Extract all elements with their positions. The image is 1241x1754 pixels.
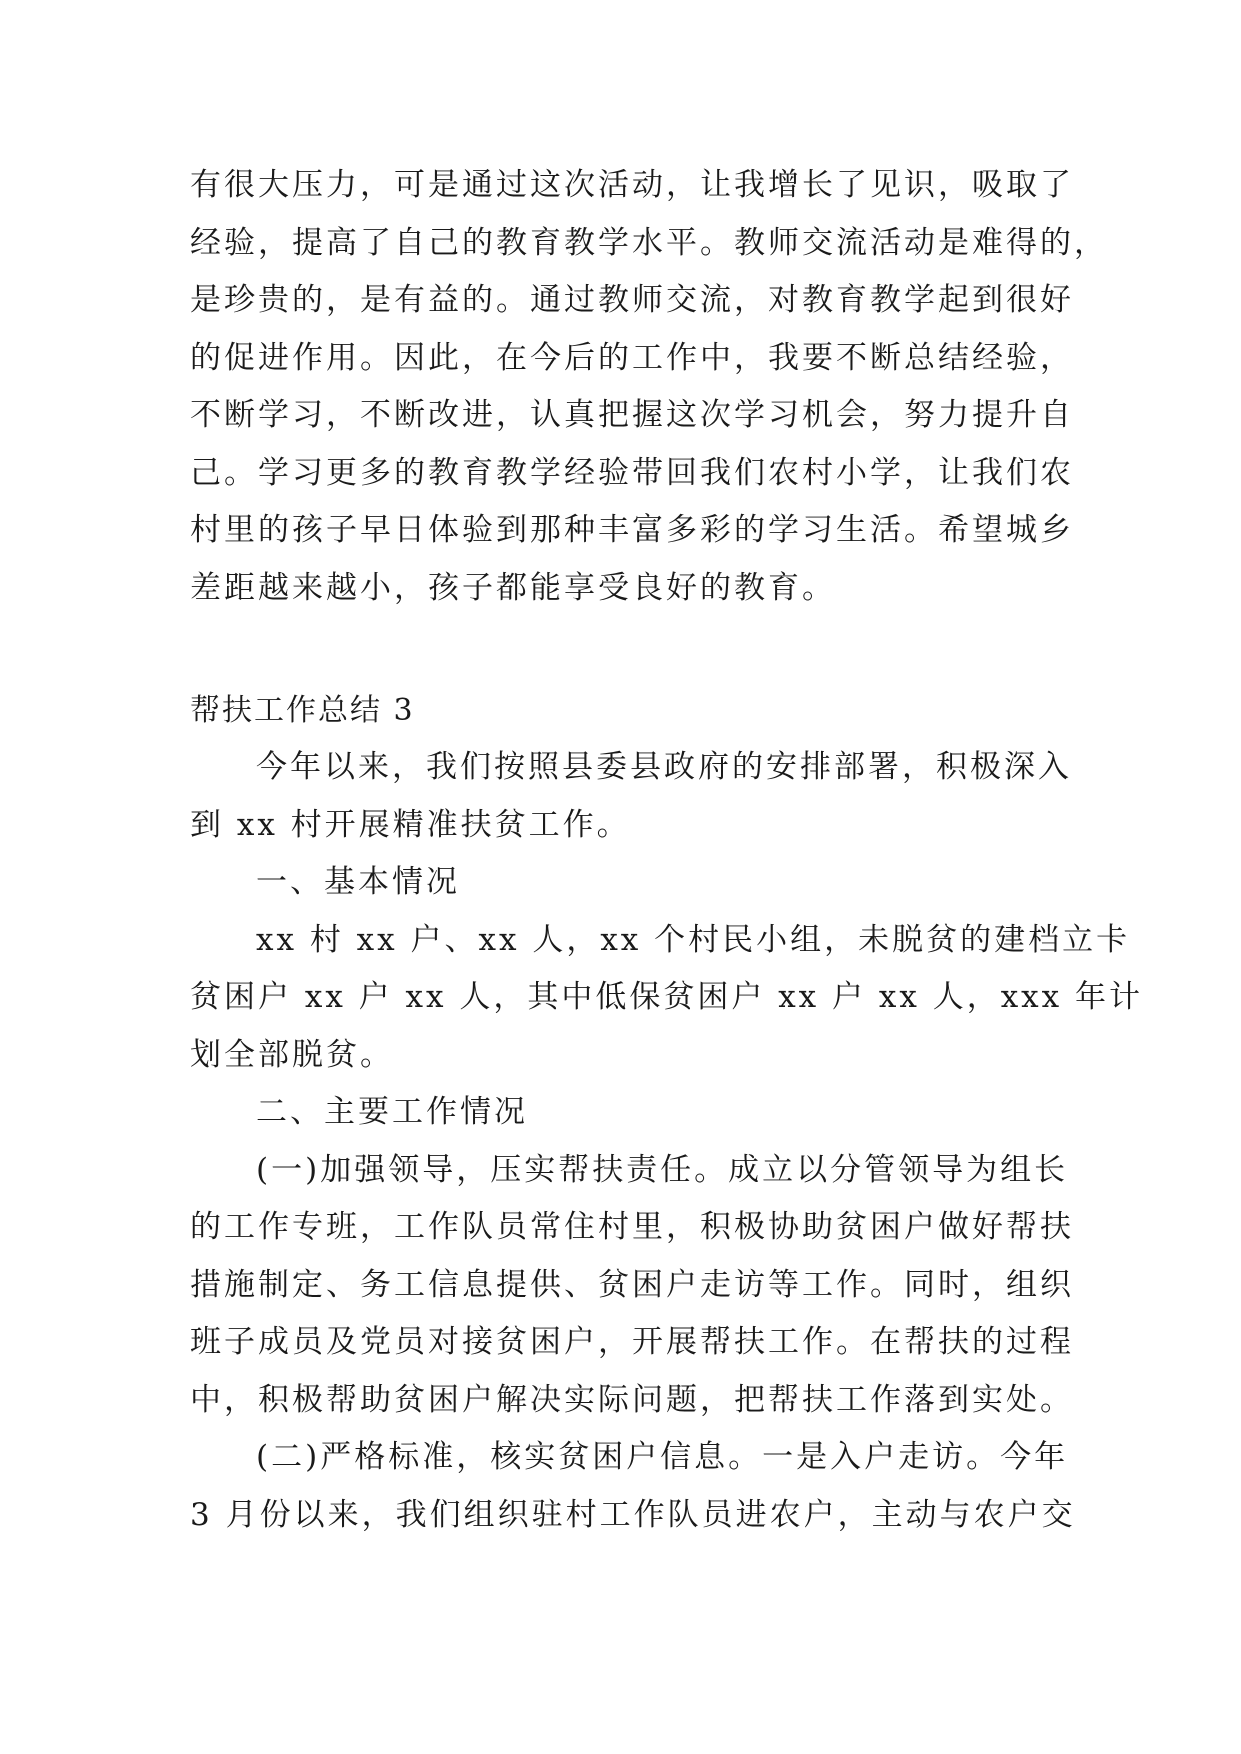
paragraph-line: 划全部脱贫。 — [190, 1036, 394, 1073]
paragraph-line: 经验，提高了自己的教育教学水平。教师交流活动是难得的， — [190, 224, 1108, 261]
paragraph-line: 的工作专班，工作队员常住村里，积极协助贫困户做好帮扶 — [190, 1209, 1074, 1245]
paragraph-line: (二)严格标准，核实贫困户信息。一是入户走访。今年 — [256, 1439, 1069, 1475]
subheading-main-work: 二、主要工作情况 — [256, 1094, 528, 1130]
continuation-paragraph — [190, 157, 1108, 617]
subheading-basic-situation: 一、基本情况 — [256, 864, 460, 900]
paragraph-line: (一)加强领导，压实帮扶责任。成立以分管领导为组长 — [256, 1151, 1069, 1188]
section-body — [190, 739, 1143, 1544]
section-title: 帮扶工作总结 3 — [190, 693, 415, 728]
paragraph-line: 差距越来越小，孩子都能享受良好的教育。 — [190, 569, 836, 606]
paragraph-line: 措施制定、务工信息提供、贫困户走访等工作。同时，组织 — [190, 1266, 1074, 1303]
paragraph-line: 是珍贵的，是有益的。通过教师交流，对教育教学起到很好 — [190, 282, 1074, 318]
paragraph-line: 今年以来，我们按照县委县政府的安排部署，积极深入 — [256, 749, 1072, 785]
paragraph-line: 到 xx 村开展精准扶贫工作。 — [190, 806, 631, 843]
paragraph-line: 班子成员及党员对接贫困户，开展帮扶工作。在帮扶的过程 — [190, 1324, 1074, 1360]
paragraph-line: xx 村 xx 户、xx 人，xx 个村民小组，未脱贫的建档立卡 — [256, 921, 1131, 958]
paragraph-line: 中，积极帮助贫困户解决实际问题，把帮扶工作落到实处。 — [190, 1381, 1074, 1418]
paragraph-line: 的促进作用。因此，在今后的工作中，我要不断总结经验， — [190, 339, 1074, 376]
paragraph-line: 有很大压力，可是通过这次活动，让我增长了见识，吸取了 — [190, 167, 1074, 203]
paragraph-line: 己。学习更多的教育教学经验带回我们农村小学，让我们农 — [190, 454, 1074, 491]
paragraph-line: 贫困户 xx 户 xx 人，其中低保贫困户 xx 户 xx 人，xxx 年计 — [190, 979, 1143, 1015]
paragraph-line: 不断学习，不断改进，认真把握这次学习机会，努力提升自 — [190, 397, 1074, 433]
paragraph-line: 村里的孩子早日体验到那种丰富多彩的学习生活。希望城乡 — [190, 512, 1074, 548]
paragraph-line: 3 月份以来，我们组织驻村工作队员进农户，主动与农户交 — [190, 1496, 1076, 1533]
